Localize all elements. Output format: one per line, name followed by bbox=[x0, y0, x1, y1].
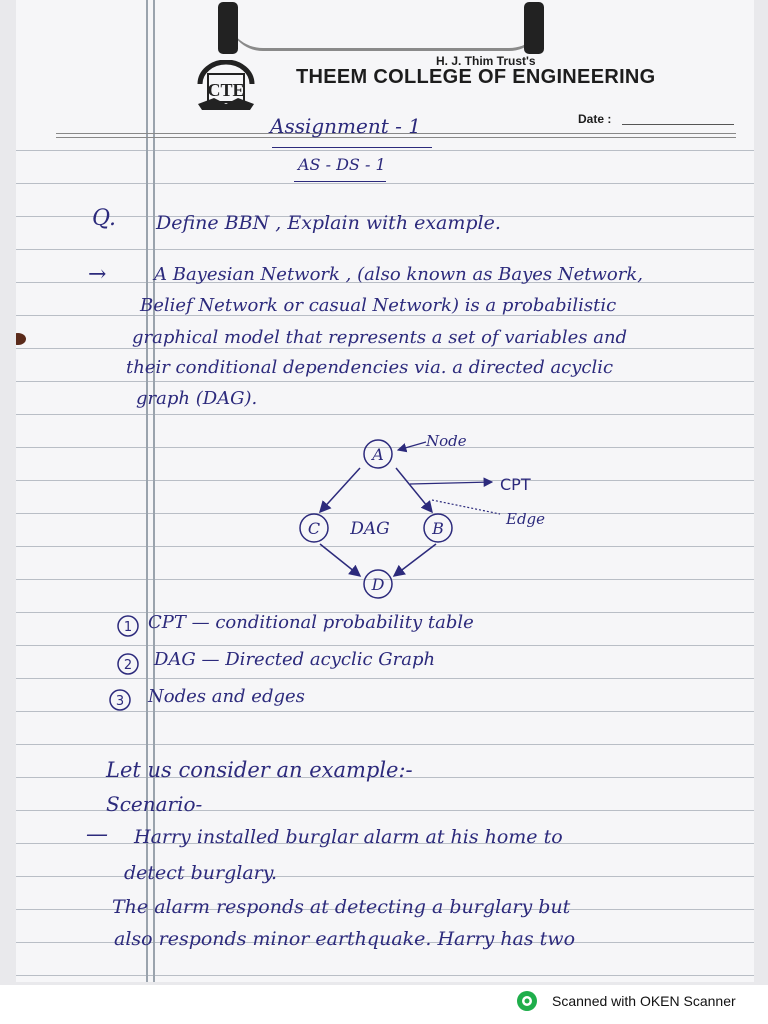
point-number-1 bbox=[116, 614, 140, 638]
cpt-pointer bbox=[410, 482, 492, 484]
dag-label: DAG bbox=[350, 519, 390, 539]
point-number-3 bbox=[108, 688, 132, 712]
answer-line-1: A Bayesian Network , (also known as Bayes Network, bbox=[154, 264, 644, 285]
college-crest-icon bbox=[194, 60, 258, 114]
answer-arrow: → bbox=[88, 262, 107, 287]
scanner-watermark: Scanned with OKEN Scanner bbox=[552, 993, 736, 1009]
oken-scanner-icon bbox=[516, 990, 538, 1012]
point-text-2: DAG — Directed acyclic Graph bbox=[154, 649, 436, 670]
notebook-page bbox=[16, 0, 754, 982]
scenario-line-4: also responds minor earthquake. Harry has two bbox=[114, 928, 576, 950]
bbn-diagram bbox=[286, 428, 586, 608]
answer-line-2: Belief Network or casual Network) is a probabilistic bbox=[140, 295, 617, 316]
point-num-3: 3 bbox=[115, 694, 125, 709]
edge-a-b bbox=[396, 468, 432, 512]
scenario-line-2: detect burglary. bbox=[124, 862, 277, 884]
point-num-2: 2 bbox=[123, 658, 133, 673]
answer-line-5: graph (DAG). bbox=[136, 388, 258, 409]
point-number-2 bbox=[116, 652, 140, 676]
node-c-label: C bbox=[307, 519, 321, 538]
point-num-1: 1 bbox=[123, 620, 133, 635]
assignment-code: AS - DS - 1 bbox=[298, 155, 386, 174]
node-a-label: A bbox=[372, 445, 384, 464]
edge-b-d bbox=[394, 544, 436, 576]
punch-hole bbox=[16, 333, 26, 345]
node-pointer bbox=[398, 442, 426, 450]
date-label: Date : bbox=[578, 112, 612, 126]
edge-annotation: Edge bbox=[506, 510, 546, 528]
date-field-line bbox=[622, 124, 734, 125]
scenario-dash: — bbox=[86, 822, 108, 847]
node-annotation: Node bbox=[426, 432, 467, 450]
title-underline bbox=[272, 147, 432, 148]
clipboard-knob-right bbox=[524, 2, 544, 54]
answer-line-4: their conditional dependencies via. a directed acyclic bbox=[126, 357, 614, 378]
logo-letters: CTE bbox=[207, 80, 245, 100]
clipboard-wire bbox=[228, 16, 544, 51]
example-intro: Let us consider an example:- bbox=[106, 758, 413, 782]
node-b-label: B bbox=[432, 519, 444, 538]
edge-pointer bbox=[432, 500, 500, 514]
question-text: Define BBN , Explain with example. bbox=[156, 212, 501, 234]
code-underline bbox=[294, 181, 386, 182]
question-marker: Q. bbox=[92, 206, 116, 231]
scenario-label: Scenario- bbox=[106, 792, 203, 816]
node-d-label: D bbox=[371, 575, 385, 594]
scenario-line-1: Harry installed burglar alarm at his home to bbox=[134, 826, 563, 848]
answer-line-3: graphical model that represents a set of variables and bbox=[132, 327, 628, 348]
point-text-3: Nodes and edges bbox=[148, 686, 305, 707]
scenario-line-3: The alarm responds at detecting a burglary but bbox=[112, 896, 571, 918]
clipboard-knob-left bbox=[218, 2, 238, 54]
cpt-annotation: CPT bbox=[500, 475, 531, 494]
trust-name: H. J. Thim Trust's bbox=[436, 54, 536, 68]
point-text-1: CPT — conditional probability table bbox=[148, 612, 474, 633]
edge-a-c bbox=[320, 468, 360, 512]
college-name: THEEM COLLEGE OF ENGINEERING bbox=[296, 66, 656, 88]
assignment-title: Assignment - 1 bbox=[270, 114, 421, 138]
edge-c-d bbox=[320, 544, 360, 576]
